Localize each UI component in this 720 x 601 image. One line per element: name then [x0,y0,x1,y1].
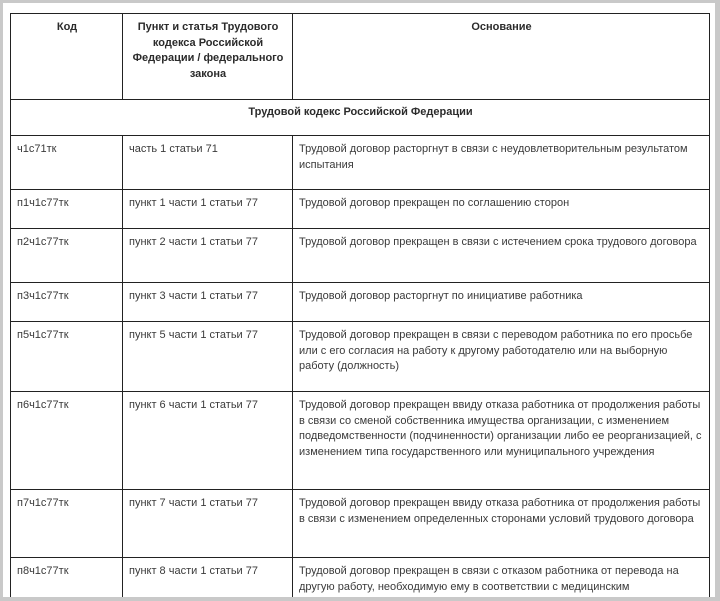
cell-code: п3ч1с77тк [11,283,123,322]
cell-code: п6ч1с77тк [11,392,123,490]
table-header-row [11,14,710,100]
cell-article: часть 1 статьи 71 [123,136,293,190]
cell-article: пункт 7 части 1 статьи 77 [123,490,293,558]
document-frame [3,3,715,597]
cell-basis: Трудовой договор прекращен в связи с отказом работника от перевода на другую работу, необходимую ему в соответствии с медицинским [293,558,710,598]
cell-article: пункт 2 части 1 статьи 77 [123,229,293,283]
cell-article: пункт 3 части 1 статьи 77 [123,283,293,322]
cell-basis: Трудовой договор прекращен в связи с переводом работника по его просьбе или с его согласия на работу к другому работодателю или на выборную работу (должность) [293,322,710,392]
cell-code: п5ч1с77тк [11,322,123,392]
cell-article: пункт 8 части 1 статьи 77 [123,558,293,598]
cell-code: п2ч1с77тк [11,229,123,283]
cell-code: п8ч1с77тк [11,558,123,598]
cell-basis: Трудовой договор прекращен по соглашению сторон [293,190,710,229]
header-basis: Основание [293,14,710,100]
cell-basis: Трудовой договор прекращен ввиду отказа работника от продолжения работы в связи со сменой собственника имущества организации, с изменением подведомственности (подчиненности) организации либо ее реорганизацией, с изменением типа государственного или муниципального учреждения [293,392,710,490]
table-row [11,322,710,392]
cell-article: пункт 6 части 1 статьи 77 [123,392,293,490]
cell-basis: Трудовой договор прекращен в связи с истечением срока трудового договора [293,229,710,283]
header-article: Пункт и статья Трудового кодекса Российской Федерации / федерального закона [123,14,293,100]
table-row [11,283,710,322]
table-row [11,490,710,558]
header-code: Код [11,14,123,100]
cell-basis: Трудовой договор прекращен ввиду отказа работника от продолжения работы в связи с изменением определенных сторонами условий трудового договора [293,490,710,558]
table-row [11,190,710,229]
table-row [11,558,710,598]
section-row [11,100,710,136]
table-row [11,136,710,190]
cell-basis: Трудовой договор расторгнут в связи с неудовлетворительным результатом испытания [293,136,710,190]
cell-article: пункт 1 части 1 статьи 77 [123,190,293,229]
cell-article: пункт 5 части 1 статьи 77 [123,322,293,392]
cell-code: п7ч1с77тк [11,490,123,558]
table-row [11,229,710,283]
termination-codes-table [10,13,710,597]
section-title: Трудовой кодекс Российской Федерации [11,100,710,136]
cell-basis: Трудовой договор расторгнут по инициативе работника [293,283,710,322]
cell-code: п1ч1с77тк [11,190,123,229]
cell-code: ч1с71тк [11,136,123,190]
table-row [11,392,710,490]
